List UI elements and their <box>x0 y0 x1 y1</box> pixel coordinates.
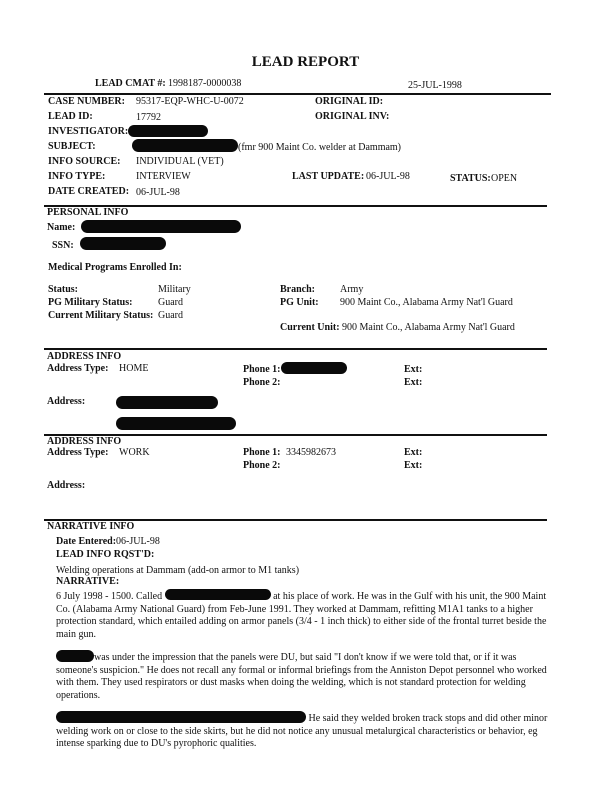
narrative-paragraph-1 <box>56 589 556 641</box>
report-date: 25-JUL-1998 <box>408 80 462 91</box>
address2-address-label: Address: <box>47 480 86 491</box>
branch-value: Army <box>340 284 364 295</box>
lead-info-rqstd-value: Welding operations at Dammam (add-on armor to M1 tanks) <box>56 565 300 576</box>
subject-label: SUBJECT: <box>48 141 96 152</box>
current-military-status-value: Guard <box>158 310 183 321</box>
date-entered-value: 06-JUL-98 <box>116 536 160 547</box>
pg-unit-label: PG Unit: <box>280 297 319 308</box>
address1-type-label: Address Type: <box>47 363 109 374</box>
date-created-label: DATE CREATED: <box>48 186 130 197</box>
case-number-value: 95317-EQP-WHC-U-0072 <box>136 96 244 107</box>
personal-section-title: PERSONAL INFO <box>47 207 129 218</box>
address2-ext1-label: Ext: <box>404 447 423 458</box>
ssn-label: SSN: <box>52 240 74 251</box>
subject-value: (fmr 900 Maint Co. welder at Dammam) <box>238 142 402 153</box>
narrative-paragraph-3 <box>56 711 556 751</box>
lead-id-value: 17792 <box>136 112 161 123</box>
lead-info-rqstd-label: LEAD INFO RQST'D: <box>56 549 155 560</box>
address1-line2-redaction <box>116 417 236 430</box>
address2-phone1-label: Phone 1: <box>243 447 281 458</box>
address2-type-value: WORK <box>119 447 150 458</box>
date-created-value: 06-JUL-98 <box>136 187 180 198</box>
narrative-p2-redaction <box>56 650 94 662</box>
original-inv-label: ORIGINAL INV: <box>315 111 390 122</box>
info-type-value: INTERVIEW <box>136 171 191 182</box>
address1-rule <box>44 348 547 350</box>
status-mil-value: Military <box>158 284 191 295</box>
pg-unit-value: 900 Maint Co., Alabama Army Nat'l Guard <box>340 297 513 308</box>
name-label: Name: <box>47 222 76 233</box>
narrative-paragraph-2 <box>56 650 556 702</box>
address2-phone1-value: 3345982673 <box>286 447 336 458</box>
info-source-label: INFO SOURCE: <box>48 156 121 167</box>
address1-ext1-label: Ext: <box>404 364 423 375</box>
address1-section-title: ADDRESS INFO <box>47 351 122 362</box>
last-update-value: 06-JUL-98 <box>366 171 410 182</box>
status-label: STATUS: <box>450 173 491 184</box>
branch-label: Branch: <box>280 284 315 295</box>
investigator-redaction <box>128 125 208 137</box>
pg-military-status-value: Guard <box>158 297 183 308</box>
info-source-value: INDIVIDUAL (VET) <box>136 156 224 167</box>
address1-line1-redaction <box>116 396 218 409</box>
address2-section-title: ADDRESS INFO <box>47 436 122 447</box>
last-update-label: LAST UPDATE: <box>292 171 365 182</box>
subject-redaction <box>132 139 238 152</box>
address2-phone2-label: Phone 2: <box>243 460 281 471</box>
address1-ext2-label: Ext: <box>404 377 423 388</box>
pg-military-status-label: PG Military Status: <box>48 297 133 308</box>
address1-phone1-redaction <box>281 362 347 374</box>
narrative-label: NARRATIVE: <box>56 576 120 587</box>
current-military-status-label: Current Military Status: <box>48 310 154 321</box>
medical-programs-label: Medical Programs Enrolled In: <box>48 262 182 273</box>
address1-type-value: HOME <box>119 363 149 374</box>
info-type-label: INFO TYPE: <box>48 171 106 182</box>
narrative-p3-redaction <box>56 711 306 723</box>
lead-cmat-value: 1998187-0000038 <box>168 78 242 89</box>
narrative-p1-intro: 6 July 1998 - 1500. Called <box>56 591 163 602</box>
lead-cmat-label: LEAD CMAT #: <box>95 78 166 89</box>
case-number-label: CASE NUMBER: <box>48 96 125 107</box>
date-entered-label: Date Entered: <box>56 536 117 547</box>
original-id-label: ORIGINAL ID: <box>315 96 384 107</box>
status-value: OPEN <box>491 173 518 184</box>
address1-phone2-label: Phone 2: <box>243 377 281 388</box>
ssn-redaction <box>80 237 166 250</box>
current-unit-value: 900 Maint Co., Alabama Army Nat'l Guard <box>342 322 515 333</box>
current-unit-label: Current Unit: <box>280 322 340 333</box>
address1-address-label: Address: <box>47 396 86 407</box>
narrative-section-title: NARRATIVE INFO <box>47 521 135 532</box>
lead-id-label: LEAD ID: <box>48 111 93 122</box>
investigator-label: INVESTIGATOR: <box>48 126 129 137</box>
address2-ext2-label: Ext: <box>404 460 423 471</box>
narrative-p2-body: was under the impression that the panels were DU, but said "I don't know if we were told that, or if it was someone's suspicion." He does not recall any formal or informal briefings from the Anniston Depot personnel who worked with them. They used respirators or dust masks when doing the welding, which is not standard protection for welding operations. <box>56 652 547 701</box>
page-title: LEAD REPORT <box>251 54 360 70</box>
name-redaction <box>81 220 241 233</box>
address2-type-label: Address Type: <box>47 447 109 458</box>
header-rule <box>44 93 551 95</box>
narrative-p1-redaction <box>165 589 271 600</box>
status-mil-label: Status: <box>48 284 79 295</box>
address1-phone1-label: Phone 1: <box>243 364 281 375</box>
narrative-p1-body: at his place of work. He was in the Gulf with his unit, the 900 Maint Co. (Alabama Army National Guard) from Feb-June 1991. They worked at Dammam, refitting M1A1 tanks to a higher protection standard, which entailed adding on armor panels (3/4 - 1 inch thick) to either side of the frontal turret beside the main gun. <box>56 591 547 640</box>
narrative-p3-body: He said they welded broken track stops and did other minor welding work on or close to the side skirts, but he did not notice any unusual metalurgical characteristics or behavior, eg intense sparking due to DU's pyrophoric qualities. <box>56 713 548 749</box>
